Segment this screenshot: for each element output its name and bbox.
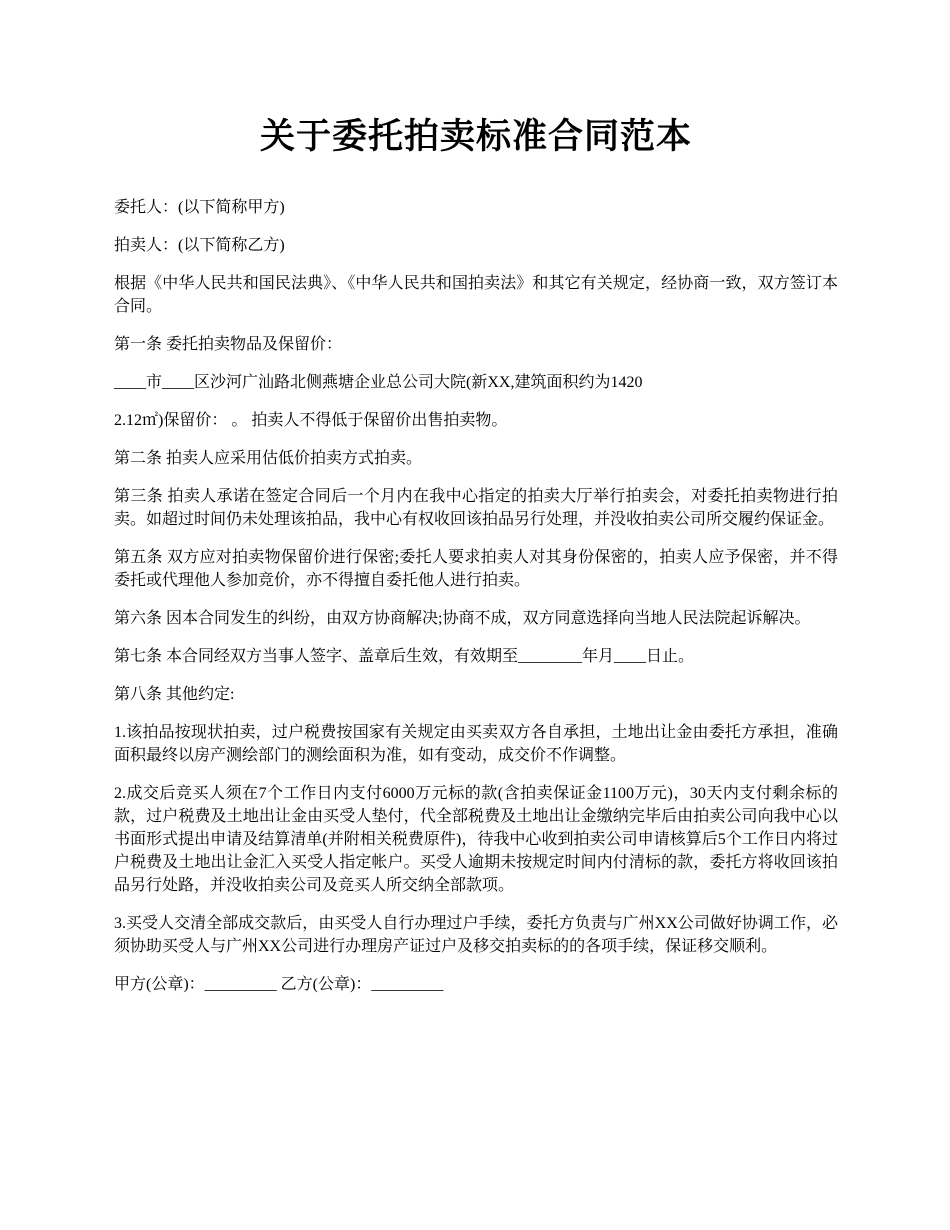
document-title: 关于委托拍卖标准合同范本 <box>259 117 692 156</box>
article-8-heading: 第八条 其他约定: <box>114 686 235 703</box>
article-6: 第六条 因本合同发生的纠纷，由双方协商解决;协商不成，双方同意选择向当地人民法院起诉解决。 <box>114 610 811 627</box>
article-2: 第二条 拍卖人应采用估低价拍卖方式拍卖。 <box>114 450 423 467</box>
signature-line: 甲方(公章)：_________ 乙方(公章)：_________ <box>114 976 444 993</box>
article-1-location: ____市____区沙河广汕路北侧燕塘企业总公司大院(新XX,建筑面积约为1420 <box>114 374 643 391</box>
article-1-reserve-price: 2.12㎡)保留价： 。 拍卖人不得低于保留价出售拍卖物。 <box>114 412 508 429</box>
clause-auctioneer: 拍卖人：(以下简称乙方) <box>114 237 285 254</box>
article-8-item-2: 2.成交后竞买人须在7个工作日内支付6000万元标的款(含拍卖保证金1100万元)，30天内支付剩余标的款，过户税费及土地出让金由买受人垫付，代全部税费及土地出让金缴纳完毕后由拍卖公司向我中心以书面形式提出申请及结算清单(并附相关税费原件)，待我中心收到拍卖公司申请核算后5个工作日内将过户税费及土地出让金汇入买受人指定帐户。买受人逾期未按规定时间内付清标的款，委托方将收回该拍品另行处路，并没收拍卖公司及竞买人所交纳全部款项。 <box>114 785 838 894</box>
article-3: 第三条 拍卖人承诺在签定合同后一个月内在我中心指定的拍卖大厅举行拍卖会，对委托拍卖物进行拍卖。如超过时间仍未处理该拍品，我中心有权收回该拍品另行处理，并没收拍卖公司所交履约保证金。 <box>114 488 838 528</box>
article-7: 第七条 本合同经双方当事人签字、盖章后生效，有效期至________年月____日止。 <box>114 648 695 665</box>
clause-client: 委托人：(以下简称甲方) <box>114 199 285 216</box>
article-8-item-1: 1.该拍品按现状拍卖，过户税费按国家有关规定由买卖双方各自承担，土地出让金由委托方承担，准确面积最终以房产测绘部门的测绘面积为准，如有变动，成交价不作调整。 <box>114 724 838 764</box>
document-page <box>114 108 838 996</box>
article-1-heading: 第一条 委托拍卖物品及保留价： <box>114 336 343 353</box>
article-8-item-3: 3.买受人交清全部成交款后，由买受人自行办理过户手续，委托方负责与广州XX公司做好协调工作，必须协助买受人与广州XX公司进行办理房产证过户及移交拍卖标的的各项手续，保证移交顺利。 <box>114 915 838 955</box>
clause-preamble: 根据《中华人民共和国民法典》、《中华人民共和国拍卖法》和其它有关规定，经协商一致，双方签订本合同。 <box>114 275 838 315</box>
article-5: 第五条 双方应对拍卖物保留价进行保密;委托人要求拍卖人对其身份保密的，拍卖人应予保密，并不得委托或代理他人参加竞价，亦不得擅自委托他人进行拍卖。 <box>114 549 838 589</box>
